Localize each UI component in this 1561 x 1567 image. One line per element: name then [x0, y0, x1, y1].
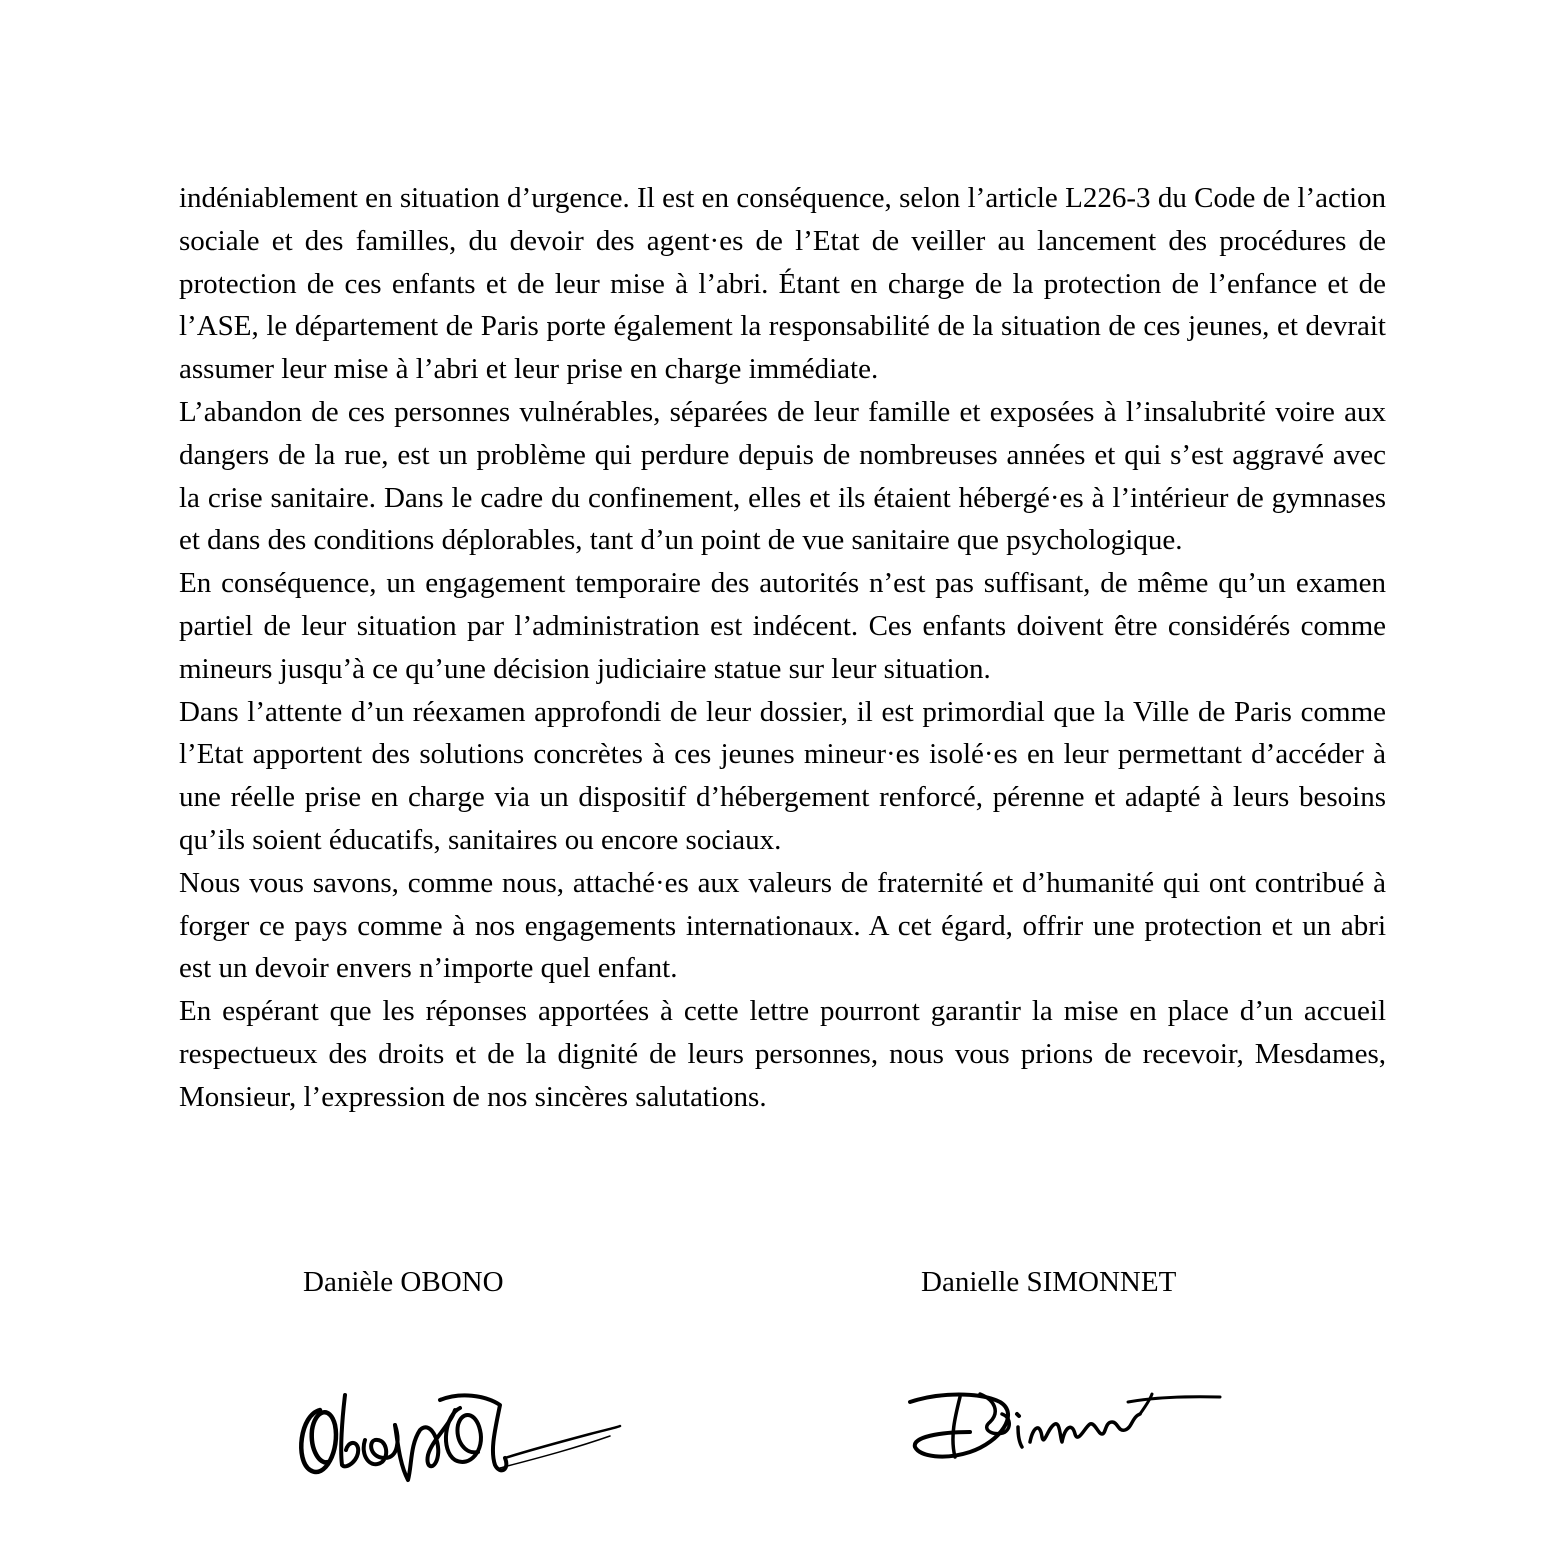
signature-simonnet — [900, 1372, 1240, 1472]
signatory-name-simonnet: Danielle SIMONNET — [921, 1266, 1177, 1298]
letter-paragraph: Nous vous savons, comme nous, attaché·es aux valeurs de fraternité et d’humanité qui ont contribué à forger ce pays comme à nos engagements internationaux. A cet égard, offrir une protection et un abri est un devoir envers n’importe quel enfant. — [179, 866, 1386, 985]
letter-paragraph: En conséquence, un engagement temporaire des autorités n’est pas suffisant, de même qu’un examen partiel de leur situation par l’administration est indécent. Ces enfants doivent être considérés comme mineurs jusqu’à ce qu’une décision judiciaire statue sur leur situation. — [179, 567, 1386, 685]
letter-body — [179, 177, 1386, 1119]
handwritten-signature-icon — [290, 1370, 630, 1500]
letter-paragraph: Dans l’attente d’un réexamen approfondi de leur dossier, il est primordial que la Ville de Paris comme l’Etat apportent des solutions concrètes à ces jeunes mineur·es isolé·es en leur permettant d’accéder à une réelle prise en charge via un dispositif d’hébergement renforcé, pérenne et adapté à leurs besoins qu’ils soient éducatifs, sanitaires ou encore sociaux. — [179, 695, 1386, 856]
handwritten-signature-icon — [900, 1372, 1240, 1472]
signature-obono — [290, 1370, 630, 1500]
letter-paragraph: L’abandon de ces personnes vulnérables, séparées de leur famille et exposées à l’insalubrité voire aux dangers de la rue, est un problème qui perdure depuis de nombreuses années et qui s’est aggravé avec la crise sanitaire. Dans le cadre du confinement, elles et ils étaient hébergé·es à l’intérieur de gymnases et dans des conditions déplorables, tant d’un point de vue sanitaire que psychologique. — [179, 395, 1386, 557]
signatory-name-obono: Danièle OBONO — [303, 1266, 504, 1298]
letter-paragraph: indéniablement en situation d’urgence. Il est en conséquence, selon l’article L226-3 du Code de l’action sociale et des familles, du devoir des agent·es de l’Etat de veiller au lancement des procédures de protection de ces enfants et de leur mise à l’abri. Étant en charge de la protection de l’enfance et de l’ASE, le département de Paris porte également la responsabilité de la situation de ces jeunes, et devrait assumer leur mise à l’abri et leur prise en charge immédiate. — [179, 182, 1386, 386]
letter-paragraph: En espérant que les réponses apportées à cette lettre pourront garantir la mise en place d’un accueil respectueux des droits et de la dignité de leurs personnes, nous vous prions de recevoir, Mesdames, Monsieur, l’expression de nos sincères salutations. — [179, 995, 1386, 1113]
